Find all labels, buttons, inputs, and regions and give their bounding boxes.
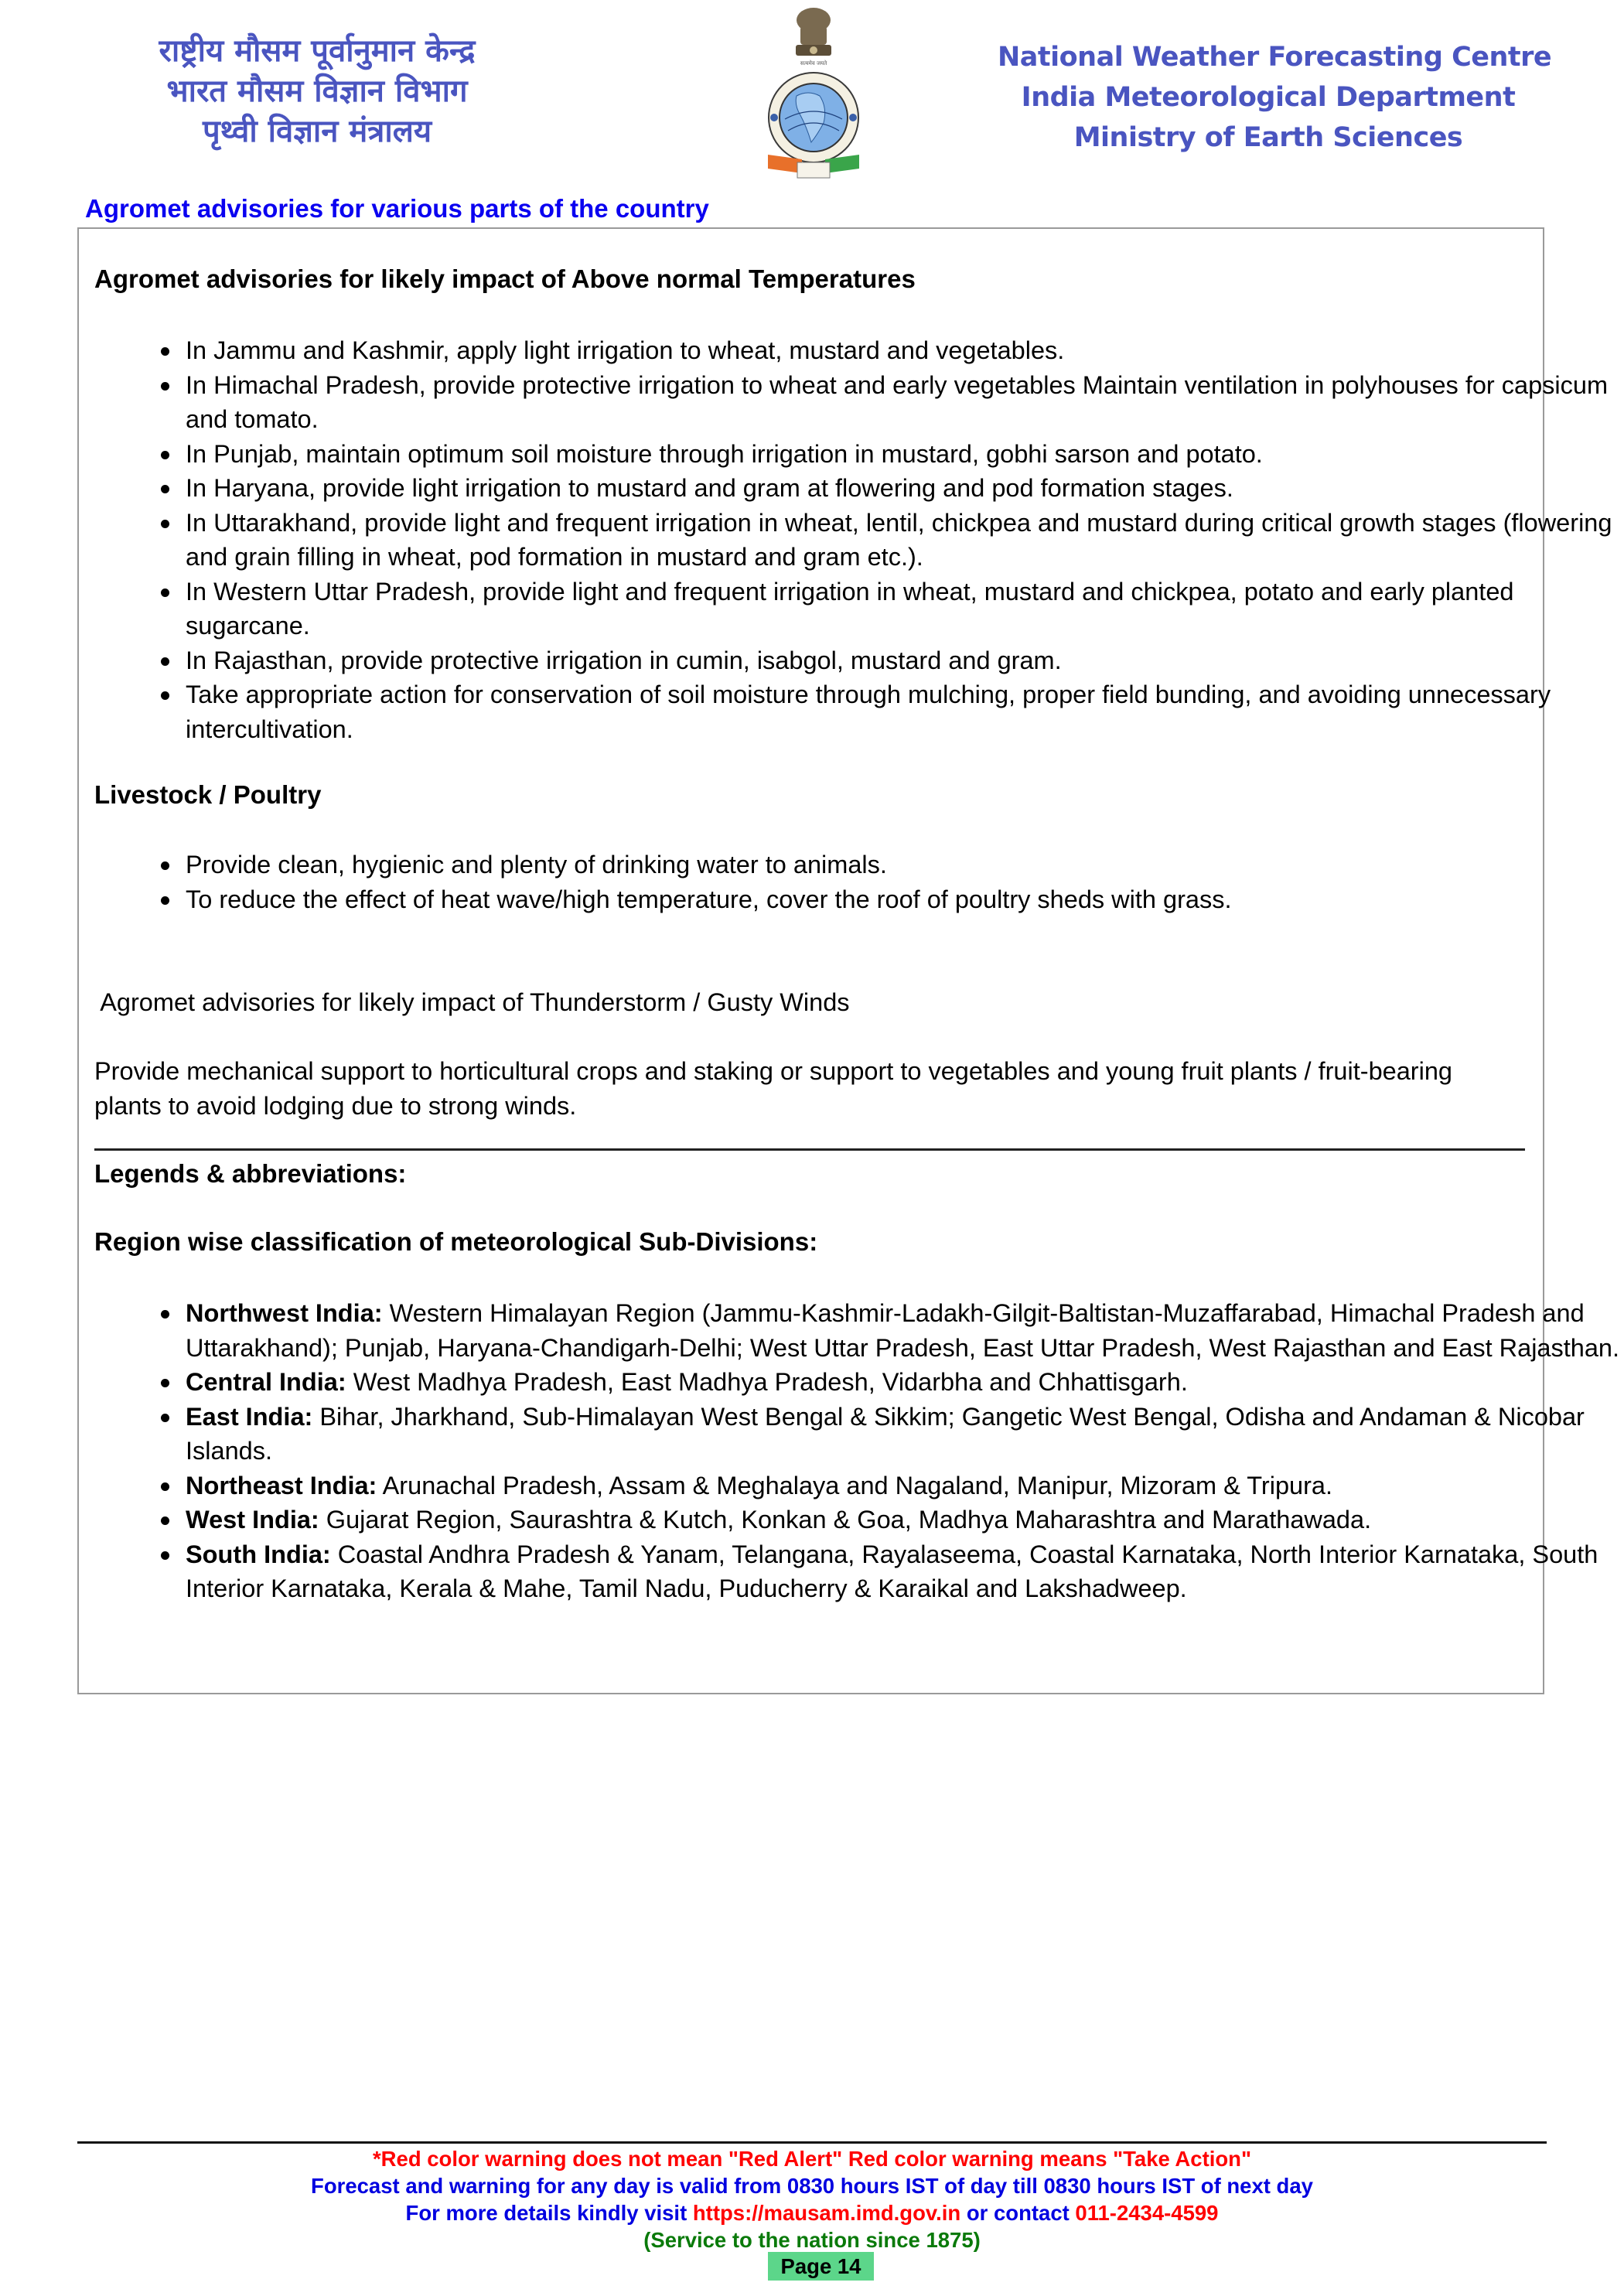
thunderstorm-section-title: Agromet advisories for likely impact of Thunderstorm / Gusty Winds [94,988,850,1016]
header-english-title [998,37,1552,158]
region-description: Gujarat Region, Saurashtra & Kutch, Konkan & Goa, Madhya Maharashtra and Marathawada. [319,1506,1372,1534]
header-hindi-title [116,31,518,152]
hindi-line-1: राष्ट्रीय मौसम पूर्वानुमान केन्द्र [159,33,476,69]
region-description: Coastal Andhra Pradesh & Yanam, Telangana, Rayalaseema, Coastal Karnataka, North Interior Karnataka, South Interior Karnataka, Kerala & Mahe, Tamil Nadu, Puducherry & Karaikal and Lakshadweep. [186,1540,1598,1602]
region-classification-title: Region wise classification of meteorological Sub-Divisions: [94,1227,818,1256]
region-item-northwest [186,1296,1624,1365]
english-line-1: National Weather Forecasting Centre [998,42,1552,73]
legends-title: Legends & abbreviations: [94,1159,407,1188]
website-link[interactable]: https://mausam.imd.gov.in [692,2201,961,2225]
region-item-east [186,1400,1624,1469]
livestock-advisory-list [94,848,1361,916]
red-warning-note: *Red color warning does not mean "Red Alert" Red color warning means "Take Action" [372,2147,1252,2171]
details-prefix: For more details kindly visit [405,2201,693,2225]
footer-divider [77,2141,1547,2144]
region-item-northeast [186,1469,1624,1503]
contact-prefix: or contact [960,2201,1076,2225]
region-item-central [186,1365,1624,1400]
list-item: In Haryana, provide light irrigation to mustard and gram at flowering and pod formation stages. [186,471,1624,506]
temperature-advisory-list [94,333,1624,746]
page-title: Agromet advisories for various parts of the country [85,194,709,223]
list-item: In Uttarakhand, provide light and frequent irrigation in wheat, lentil, chickpea and mustard during critical growth stages (flowering and grain filling in wheat, pod formation in mustard and gram etc.). [186,506,1624,575]
section-divider [94,1148,1525,1151]
hindi-line-2: भारत मौसम विज्ञान विभाग [166,73,468,109]
advisory-box [77,227,1620,1694]
region-description: Arunachal Pradesh, Assam & Meghalaya and Nagaland, Manipur, Mizoram & Tripura. [377,1471,1333,1499]
region-name: South India: [186,1540,331,1568]
list-item: To reduce the effect of heat wave/high temperature, cover the roof of poultry sheds with grass. [186,882,1361,917]
region-name: Northeast India: [186,1471,377,1499]
list-item: In Himachal Pradesh, provide protective irrigation to wheat and early vegetables Maintain ventilation in polyhouses for capsicum and tomato. [186,368,1624,437]
phone-number: 011-2434-4599 [1075,2201,1219,2225]
livestock-section-title: Livestock / Poultry [94,780,322,809]
region-description: Western Himalayan Region (Jammu-Kashmir-Ladakh-Gilgit-Baltistan-Muzaffarabad, Himachal Pradesh and Uttarakhand); Punjab, Haryana-Chandigarh-Delhi; West Uttar Pradesh, East Uttar Pradesh, West Rajasthan and East Rajasthan. [186,1299,1620,1362]
validity-note: Forecast and warning for any day is valid from 0830 hours IST of day till 0830 hours IST of next day [311,2174,1313,2198]
list-item: Provide clean, hygienic and plenty of drinking water to animals. [186,848,1361,882]
region-description: Bihar, Jharkhand, Sub-Himalayan West Bengal & Sikkim; Gangetic West Bengal, Odisha and Andaman & Nicobar Islands. [186,1402,1585,1465]
region-item-south [186,1537,1624,1606]
region-name: Northwest India: [186,1299,383,1327]
svg-text:सत्यमेव जयते: सत्यमेव जयते [800,60,827,67]
list-item: In Jammu and Kashmir, apply light irrigation to wheat, mustard and vegetables. [186,333,1624,368]
service-tagline: (Service to the nation since 1875) [643,2228,981,2252]
region-description: West Madhya Pradesh, East Madhya Pradesh, Vidarbha and Chhattisgarh. [346,1368,1188,1396]
region-list [94,1296,1624,1606]
english-line-2: India Meteorological Department [1021,82,1516,113]
region-name: West India: [186,1506,319,1534]
hindi-line-3: पृथ्वी विज्ञान मंत्रालय [202,114,432,149]
region-item-west [186,1503,1624,1537]
thunderstorm-advisory-text: Provide mechanical support to horticultural crops and staking or support to vegetables and young fruit plants / fruit-bearing plants to avoid lodging due to strong winds. [94,1057,1452,1120]
temperature-section-title: Agromet advisories for likely impact of Above normal Temperatures [94,264,916,293]
imd-emblem-icon [762,3,866,183]
region-name: Central India: [186,1368,346,1396]
list-item: In Western Uttar Pradesh, provide light and frequent irrigation in wheat, mustard and chickpea, potato and early planted sugarcane. [186,575,1624,643]
region-name: East India: [186,1402,313,1431]
english-line-3: Ministry of Earth Sciences [1073,122,1463,153]
list-item: Take appropriate action for conservation of soil moisture through mulching, proper field bunding, and avoiding unnecessary intercultivation. [186,677,1624,746]
list-item: In Punjab, maintain optimum soil moisture through irrigation in mustard, gobhi sarson and potato. [186,437,1624,472]
list-item: In Rajasthan, provide protective irrigation in cumin, isabgol, mustard and gram. [186,643,1624,678]
contact-line [77,2200,1547,2226]
page-number-badge: Page 14 [768,2252,874,2281]
